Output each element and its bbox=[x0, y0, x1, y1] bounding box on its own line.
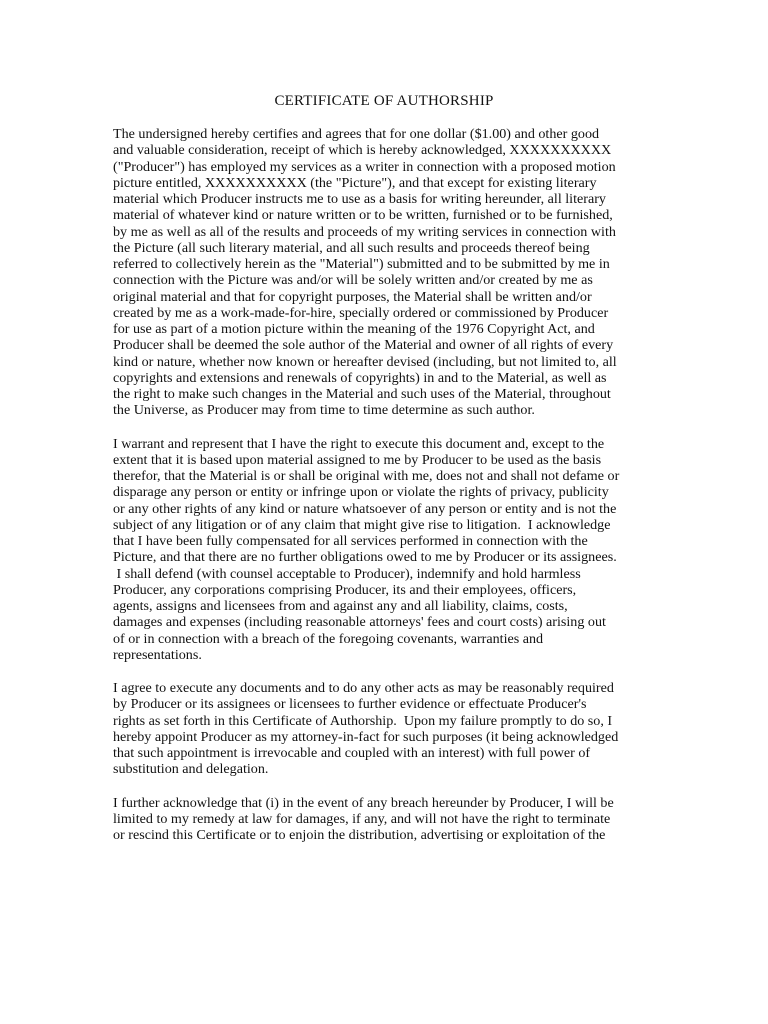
text-line: or any other rights of any kind or nature whatsoever of any person or entity and is not the bbox=[113, 500, 617, 517]
text-line: for use as part of a motion picture within the meaning of the 1976 Copyright Act, and bbox=[113, 321, 595, 337]
text-line: The undersigned hereby certifies and agrees that for one dollar ($1.00) and other good bbox=[113, 126, 600, 142]
text-line: copyrights and extensions and renewals of copyrights) in and to the Material, as well as bbox=[113, 369, 607, 386]
document-body bbox=[113, 126, 713, 860]
text-line: created by me as a work-made-for-hire, specially ordered or commissioned by Producer bbox=[113, 304, 609, 321]
text-line: I agree to execute any documents and to do any other acts as may be reasonably required bbox=[113, 680, 614, 696]
text-line: Picture, and that there are no further obligations owed to me by Producer or its assignees. bbox=[113, 549, 617, 566]
text-line: substitution and delegation. bbox=[113, 761, 269, 778]
paragraph-further-documents bbox=[113, 680, 713, 778]
text-line: picture entitled, XXXXXXXXXX (the "Picture"), and that except for existing literary bbox=[113, 174, 597, 191]
text-line: agents, assigns and licensees from and against any and all liability, claims, costs, bbox=[113, 598, 568, 614]
text-line: I warrant and represent that I have the right to execute this document and, except to the bbox=[113, 435, 605, 452]
text-line: by me as well as all of the results and proceeds of my writing services in connection with bbox=[113, 223, 616, 240]
paragraph-certification bbox=[113, 126, 713, 419]
text-line: I shall defend (with counsel acceptable to Producer), indemnify and hold harmless bbox=[113, 565, 581, 582]
text-line: that such appointment is irrevocable and coupled with an interest) with full power of bbox=[113, 745, 591, 761]
text-line: the Universe, as Producer may from time to time determine as such author. bbox=[113, 402, 535, 419]
text-line: extent that it is based upon material assigned to me by Producer to be used as the basis bbox=[113, 451, 602, 468]
text-line: the right to make such changes in the Material and such uses of the Material, throughout bbox=[113, 386, 611, 402]
text-line: Producer shall be deemed the sole author of the Material and owner of all rights of every bbox=[113, 337, 614, 354]
text-line: I further acknowledge that (i) in the event of any breach hereunder by Producer, I will be bbox=[113, 794, 614, 811]
text-line: by Producer or its assignees or licensees to further evidence or effectuate Producer's bbox=[113, 696, 587, 713]
text-line: the Picture (all such literary material, and all such results and proceeds thereof being bbox=[113, 239, 590, 256]
text-line: rights as set forth in this Certificate of Authorship. Upon my failure promptly to do so, I bbox=[113, 712, 613, 729]
text-line: damages and expenses (including reasonable attorneys' fees and court costs) arising out bbox=[113, 614, 606, 631]
text-line: of or in connection with a breach of the foregoing covenants, warranties and bbox=[113, 630, 544, 647]
text-line: subject of any litigation or of any claim that might give rise to litigation. I acknowledge bbox=[113, 516, 611, 533]
text-line: or rescind this Certificate or to enjoin the distribution, advertising or exploitation of the bbox=[113, 827, 606, 843]
document-title: CERTIFICATE OF AUTHORSHIP bbox=[274, 93, 494, 109]
text-line: original material and that for copyright purposes, the Material shall be written and/or bbox=[113, 288, 592, 305]
text-line: material which Producer instructs me to use as a basis for writing hereunder, all literary bbox=[113, 191, 606, 207]
text-line: referred to collectively herein as the "Material") submitted and to be submitted by me in bbox=[113, 256, 610, 272]
text-line: therefor, that the Material is or shall be original with me, does not and shall not defame or bbox=[113, 468, 620, 484]
text-line: connection with the Picture was and/or will be solely written and/or created by me as bbox=[113, 272, 593, 289]
text-line: material of whatever kind or nature written or to be written, furnished or to be furnished, bbox=[113, 207, 613, 224]
text-line: disparage any person or entity or infringe upon or violate the rights of privacy, publicity bbox=[113, 484, 609, 501]
text-line: kind or nature, whether now known or hereafter devised (including, but not limited to, all bbox=[113, 353, 617, 370]
text-line: limited to my remedy at law for damages, if any, and will not have the right to terminate bbox=[113, 810, 611, 827]
text-line: and valuable consideration, receipt of which is hereby acknowledged, XXXXXXXXXX bbox=[113, 142, 612, 159]
text-line: ("Producer") has employed my services as a writer in connection with a proposed motion bbox=[113, 158, 616, 175]
text-line: that I have been fully compensated for all services performed in connection with the bbox=[113, 533, 588, 549]
paragraph-warranty bbox=[113, 436, 713, 664]
paragraph-remedies bbox=[113, 795, 713, 844]
text-line: Producer, any corporations comprising Producer, its and their employees, officers, bbox=[113, 581, 577, 598]
text-line: representations. bbox=[113, 646, 202, 663]
text-line: hereby appoint Producer as my attorney-in-fact for such purposes (it being acknowledged bbox=[113, 728, 619, 745]
